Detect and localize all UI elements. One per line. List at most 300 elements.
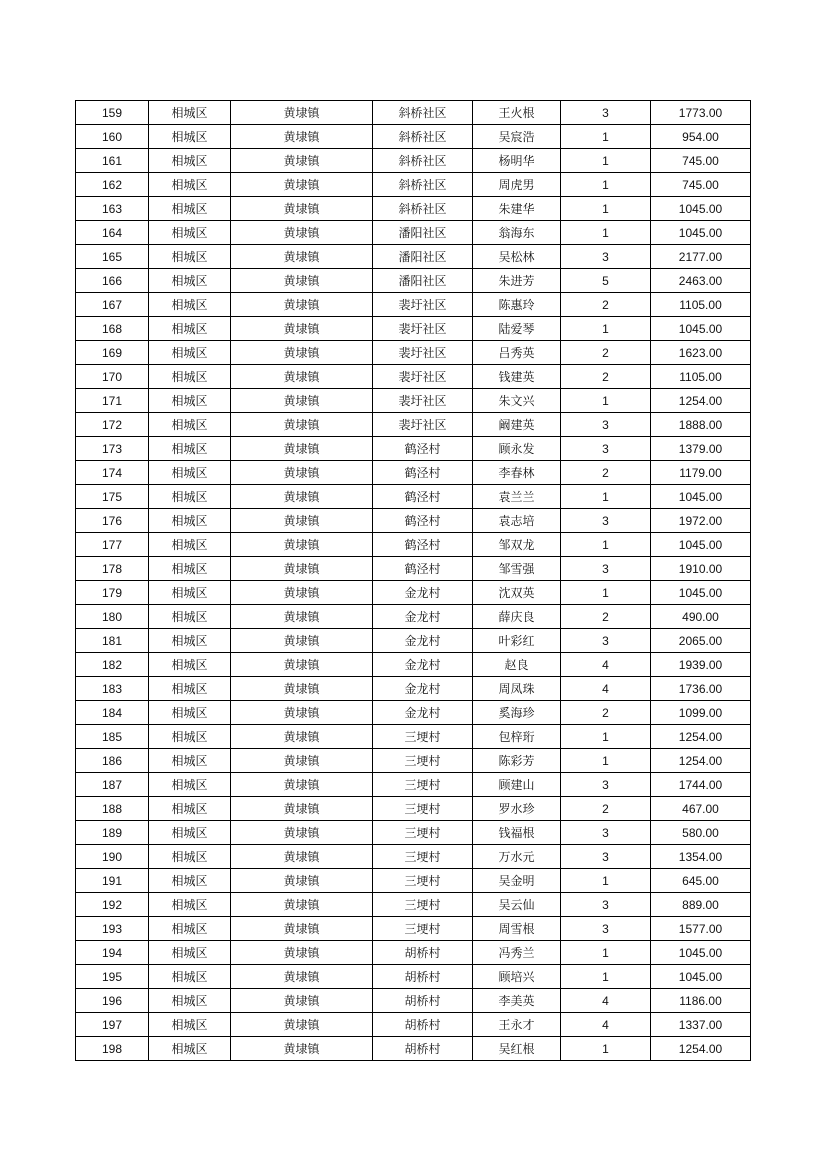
amount-cell: 1577.00 — [651, 917, 751, 941]
community-cell: 斜桥社区 — [373, 125, 473, 149]
district-cell: 相城区 — [149, 389, 231, 413]
row-number: 179 — [76, 581, 149, 605]
amount-cell: 1045.00 — [651, 221, 751, 245]
community-cell: 斜桥社区 — [373, 149, 473, 173]
name-cell: 顾培兴 — [473, 965, 561, 989]
district-cell: 相城区 — [149, 557, 231, 581]
district-cell: 相城区 — [149, 269, 231, 293]
amount-cell: 1939.00 — [651, 653, 751, 677]
district-cell: 相城区 — [149, 149, 231, 173]
town-cell: 黄埭镇 — [231, 629, 373, 653]
town-cell: 黄埭镇 — [231, 653, 373, 677]
amount-cell: 1254.00 — [651, 1037, 751, 1061]
row-number: 198 — [76, 1037, 149, 1061]
amount-cell: 1254.00 — [651, 749, 751, 773]
town-cell: 黄埭镇 — [231, 1037, 373, 1061]
name-cell: 翁海东 — [473, 221, 561, 245]
name-cell: 周凤珠 — [473, 677, 561, 701]
amount-cell: 1910.00 — [651, 557, 751, 581]
community-cell: 鹤泾村 — [373, 533, 473, 557]
town-cell: 黄埭镇 — [231, 317, 373, 341]
row-number: 175 — [76, 485, 149, 509]
community-cell: 裴圩社区 — [373, 413, 473, 437]
town-cell: 黄埭镇 — [231, 797, 373, 821]
household-count-cell: 2 — [561, 701, 651, 725]
town-cell: 黄埭镇 — [231, 101, 373, 125]
table-row — [76, 893, 751, 917]
district-cell: 相城区 — [149, 677, 231, 701]
town-cell: 黄埭镇 — [231, 173, 373, 197]
name-cell: 万水元 — [473, 845, 561, 869]
name-cell: 陈惠玲 — [473, 293, 561, 317]
table-row — [76, 845, 751, 869]
town-cell: 黄埭镇 — [231, 293, 373, 317]
row-number: 160 — [76, 125, 149, 149]
table-row — [76, 317, 751, 341]
community-cell: 金龙村 — [373, 677, 473, 701]
town-cell: 黄埭镇 — [231, 197, 373, 221]
district-cell: 相城区 — [149, 485, 231, 509]
town-cell: 黄埭镇 — [231, 989, 373, 1013]
amount-cell: 1045.00 — [651, 941, 751, 965]
name-cell: 吴金明 — [473, 869, 561, 893]
row-number: 196 — [76, 989, 149, 1013]
district-cell: 相城区 — [149, 797, 231, 821]
household-count-cell: 1 — [561, 317, 651, 341]
name-cell: 奚海珍 — [473, 701, 561, 725]
name-cell: 冯秀兰 — [473, 941, 561, 965]
community-cell: 三埂村 — [373, 773, 473, 797]
town-cell: 黄埭镇 — [231, 365, 373, 389]
household-count-cell: 1 — [561, 173, 651, 197]
town-cell: 黄埭镇 — [231, 341, 373, 365]
row-number: 159 — [76, 101, 149, 125]
table-row — [76, 149, 751, 173]
name-cell: 周虎男 — [473, 173, 561, 197]
row-number: 188 — [76, 797, 149, 821]
name-cell: 杨明华 — [473, 149, 561, 173]
community-cell: 胡桥村 — [373, 1013, 473, 1037]
table-row — [76, 629, 751, 653]
town-cell: 黄埭镇 — [231, 869, 373, 893]
household-count-cell: 4 — [561, 653, 651, 677]
row-number: 168 — [76, 317, 149, 341]
amount-cell: 889.00 — [651, 893, 751, 917]
amount-cell: 1186.00 — [651, 989, 751, 1013]
name-cell: 朱建华 — [473, 197, 561, 221]
household-count-cell: 1 — [561, 197, 651, 221]
household-count-cell: 3 — [561, 629, 651, 653]
community-cell: 三埂村 — [373, 893, 473, 917]
amount-cell: 1099.00 — [651, 701, 751, 725]
district-cell: 相城区 — [149, 893, 231, 917]
town-cell: 黄埭镇 — [231, 221, 373, 245]
amount-cell: 1045.00 — [651, 533, 751, 557]
town-cell: 黄埭镇 — [231, 1013, 373, 1037]
name-cell: 薛庆良 — [473, 605, 561, 629]
table-row — [76, 917, 751, 941]
table-row — [76, 221, 751, 245]
table-row — [76, 869, 751, 893]
district-cell: 相城区 — [149, 917, 231, 941]
community-cell: 三埂村 — [373, 749, 473, 773]
town-cell: 黄埭镇 — [231, 941, 373, 965]
community-cell: 裴圩社区 — [373, 365, 473, 389]
district-cell: 相城区 — [149, 101, 231, 125]
table-row — [76, 605, 751, 629]
community-cell: 三埂村 — [373, 845, 473, 869]
household-count-cell: 2 — [561, 293, 651, 317]
table-row — [76, 245, 751, 269]
amount-cell: 1623.00 — [651, 341, 751, 365]
amount-cell: 1045.00 — [651, 317, 751, 341]
name-cell: 包梓珩 — [473, 725, 561, 749]
table-row — [76, 485, 751, 509]
row-number: 189 — [76, 821, 149, 845]
household-count-cell: 4 — [561, 677, 651, 701]
table-row — [76, 941, 751, 965]
district-cell: 相城区 — [149, 701, 231, 725]
table-row — [76, 557, 751, 581]
community-cell: 潘阳社区 — [373, 221, 473, 245]
amount-cell: 1045.00 — [651, 965, 751, 989]
roster-body — [76, 101, 751, 1061]
community-cell: 胡桥村 — [373, 1037, 473, 1061]
amount-cell: 2065.00 — [651, 629, 751, 653]
town-cell: 黄埭镇 — [231, 557, 373, 581]
amount-cell: 645.00 — [651, 869, 751, 893]
name-cell: 罗水珍 — [473, 797, 561, 821]
table-row — [76, 173, 751, 197]
household-count-cell: 1 — [561, 221, 651, 245]
table-row — [76, 965, 751, 989]
amount-cell: 580.00 — [651, 821, 751, 845]
community-cell: 胡桥村 — [373, 965, 473, 989]
row-number: 162 — [76, 173, 149, 197]
household-count-cell: 2 — [561, 341, 651, 365]
community-cell: 裴圩社区 — [373, 389, 473, 413]
amount-cell: 1972.00 — [651, 509, 751, 533]
household-count-cell: 3 — [561, 509, 651, 533]
town-cell: 黄埭镇 — [231, 677, 373, 701]
row-number: 195 — [76, 965, 149, 989]
table-row — [76, 101, 751, 125]
community-cell: 裴圩社区 — [373, 317, 473, 341]
row-number: 173 — [76, 437, 149, 461]
community-cell: 金龙村 — [373, 701, 473, 725]
row-number: 192 — [76, 893, 149, 917]
row-number: 163 — [76, 197, 149, 221]
town-cell: 黄埭镇 — [231, 149, 373, 173]
row-number: 167 — [76, 293, 149, 317]
amount-cell: 1354.00 — [651, 845, 751, 869]
amount-cell: 1736.00 — [651, 677, 751, 701]
district-cell: 相城区 — [149, 1037, 231, 1061]
community-cell: 金龙村 — [373, 605, 473, 629]
row-number: 191 — [76, 869, 149, 893]
town-cell: 黄埭镇 — [231, 725, 373, 749]
name-cell: 袁志培 — [473, 509, 561, 533]
amount-cell: 490.00 — [651, 605, 751, 629]
table-row — [76, 1037, 751, 1061]
amount-cell: 1254.00 — [651, 725, 751, 749]
table-row — [76, 269, 751, 293]
town-cell: 黄埭镇 — [231, 245, 373, 269]
district-cell: 相城区 — [149, 173, 231, 197]
row-number: 190 — [76, 845, 149, 869]
household-count-cell: 4 — [561, 989, 651, 1013]
name-cell: 叶彩红 — [473, 629, 561, 653]
row-number: 164 — [76, 221, 149, 245]
community-cell: 鹤泾村 — [373, 557, 473, 581]
district-cell: 相城区 — [149, 749, 231, 773]
household-count-cell: 1 — [561, 749, 651, 773]
town-cell: 黄埭镇 — [231, 533, 373, 557]
name-cell: 邹双龙 — [473, 533, 561, 557]
community-cell: 斜桥社区 — [373, 173, 473, 197]
name-cell: 顾建山 — [473, 773, 561, 797]
table-row — [76, 725, 751, 749]
amount-cell: 745.00 — [651, 149, 751, 173]
row-number: 185 — [76, 725, 149, 749]
name-cell: 朱文兴 — [473, 389, 561, 413]
district-cell: 相城区 — [149, 869, 231, 893]
district-cell: 相城区 — [149, 197, 231, 221]
community-cell: 鹤泾村 — [373, 485, 473, 509]
amount-cell: 1773.00 — [651, 101, 751, 125]
table-row — [76, 581, 751, 605]
household-count-cell: 1 — [561, 965, 651, 989]
town-cell: 黄埭镇 — [231, 125, 373, 149]
household-count-cell: 1 — [561, 125, 651, 149]
name-cell: 阚建英 — [473, 413, 561, 437]
town-cell: 黄埭镇 — [231, 773, 373, 797]
name-cell: 吴宸浩 — [473, 125, 561, 149]
community-cell: 鹤泾村 — [373, 437, 473, 461]
amount-cell: 745.00 — [651, 173, 751, 197]
district-cell: 相城区 — [149, 245, 231, 269]
town-cell: 黄埭镇 — [231, 821, 373, 845]
town-cell: 黄埭镇 — [231, 413, 373, 437]
row-number: 174 — [76, 461, 149, 485]
household-count-cell: 2 — [561, 605, 651, 629]
amount-cell: 2177.00 — [651, 245, 751, 269]
household-count-cell: 1 — [561, 485, 651, 509]
amount-cell: 954.00 — [651, 125, 751, 149]
table-row — [76, 773, 751, 797]
name-cell: 李春林 — [473, 461, 561, 485]
amount-cell: 1045.00 — [651, 581, 751, 605]
town-cell: 黄埭镇 — [231, 917, 373, 941]
row-number: 177 — [76, 533, 149, 557]
name-cell: 赵良 — [473, 653, 561, 677]
community-cell: 鹤泾村 — [373, 509, 473, 533]
table-row — [76, 989, 751, 1013]
household-count-cell: 3 — [561, 845, 651, 869]
table-row — [76, 413, 751, 437]
row-number: 181 — [76, 629, 149, 653]
town-cell: 黄埭镇 — [231, 701, 373, 725]
district-cell: 相城区 — [149, 317, 231, 341]
community-cell: 金龙村 — [373, 629, 473, 653]
name-cell: 吴松林 — [473, 245, 561, 269]
household-count-cell: 3 — [561, 917, 651, 941]
household-count-cell: 1 — [561, 533, 651, 557]
district-cell: 相城区 — [149, 605, 231, 629]
amount-cell: 1888.00 — [651, 413, 751, 437]
amount-cell: 467.00 — [651, 797, 751, 821]
row-number: 197 — [76, 1013, 149, 1037]
household-count-cell: 1 — [561, 149, 651, 173]
district-cell: 相城区 — [149, 221, 231, 245]
district-cell: 相城区 — [149, 509, 231, 533]
name-cell: 王永才 — [473, 1013, 561, 1037]
household-count-cell: 1 — [561, 869, 651, 893]
community-cell: 三埂村 — [373, 821, 473, 845]
household-count-cell: 1 — [561, 941, 651, 965]
district-cell: 相城区 — [149, 653, 231, 677]
table-row — [76, 677, 751, 701]
household-count-cell: 3 — [561, 437, 651, 461]
row-number: 184 — [76, 701, 149, 725]
row-number: 180 — [76, 605, 149, 629]
name-cell: 袁兰兰 — [473, 485, 561, 509]
community-cell: 裴圩社区 — [373, 293, 473, 317]
district-cell: 相城区 — [149, 725, 231, 749]
roster-table — [75, 100, 751, 1061]
town-cell: 黄埭镇 — [231, 389, 373, 413]
household-count-cell: 2 — [561, 365, 651, 389]
town-cell: 黄埭镇 — [231, 509, 373, 533]
name-cell: 周雪根 — [473, 917, 561, 941]
name-cell: 吴红根 — [473, 1037, 561, 1061]
name-cell: 钱福根 — [473, 821, 561, 845]
amount-cell: 1179.00 — [651, 461, 751, 485]
household-count-cell: 3 — [561, 413, 651, 437]
table-row — [76, 341, 751, 365]
town-cell: 黄埭镇 — [231, 749, 373, 773]
household-count-cell: 2 — [561, 797, 651, 821]
name-cell: 吕秀英 — [473, 341, 561, 365]
name-cell: 沈双英 — [473, 581, 561, 605]
town-cell: 黄埭镇 — [231, 893, 373, 917]
table-row — [76, 1013, 751, 1037]
table-row — [76, 797, 751, 821]
district-cell: 相城区 — [149, 365, 231, 389]
district-cell: 相城区 — [149, 581, 231, 605]
table-row — [76, 389, 751, 413]
row-number: 194 — [76, 941, 149, 965]
table-row — [76, 125, 751, 149]
table-row — [76, 365, 751, 389]
row-number: 161 — [76, 149, 149, 173]
amount-cell: 2463.00 — [651, 269, 751, 293]
district-cell: 相城区 — [149, 293, 231, 317]
table-row — [76, 701, 751, 725]
table-row — [76, 821, 751, 845]
household-count-cell: 5 — [561, 269, 651, 293]
district-cell: 相城区 — [149, 941, 231, 965]
community-cell: 金龙村 — [373, 581, 473, 605]
community-cell: 胡桥村 — [373, 989, 473, 1013]
district-cell: 相城区 — [149, 629, 231, 653]
district-cell: 相城区 — [149, 845, 231, 869]
name-cell: 陆爱琴 — [473, 317, 561, 341]
household-count-cell: 1 — [561, 725, 651, 749]
row-number: 170 — [76, 365, 149, 389]
name-cell: 陈彩芳 — [473, 749, 561, 773]
amount-cell: 1744.00 — [651, 773, 751, 797]
community-cell: 鹤泾村 — [373, 461, 473, 485]
household-count-cell: 3 — [561, 773, 651, 797]
community-cell: 胡桥村 — [373, 941, 473, 965]
row-number: 183 — [76, 677, 149, 701]
town-cell: 黄埭镇 — [231, 269, 373, 293]
town-cell: 黄埭镇 — [231, 845, 373, 869]
table-row — [76, 653, 751, 677]
table-row — [76, 197, 751, 221]
row-number: 176 — [76, 509, 149, 533]
household-count-cell: 3 — [561, 101, 651, 125]
row-number: 166 — [76, 269, 149, 293]
name-cell: 邹雪强 — [473, 557, 561, 581]
community-cell: 三埂村 — [373, 917, 473, 941]
household-count-cell: 3 — [561, 557, 651, 581]
district-cell: 相城区 — [149, 1013, 231, 1037]
town-cell: 黄埭镇 — [231, 461, 373, 485]
household-count-cell: 1 — [561, 581, 651, 605]
district-cell: 相城区 — [149, 965, 231, 989]
table-row — [76, 461, 751, 485]
amount-cell: 1105.00 — [651, 365, 751, 389]
district-cell: 相城区 — [149, 821, 231, 845]
row-number: 187 — [76, 773, 149, 797]
community-cell: 裴圩社区 — [373, 341, 473, 365]
community-cell: 三埂村 — [373, 725, 473, 749]
district-cell: 相城区 — [149, 533, 231, 557]
community-cell: 金龙村 — [373, 653, 473, 677]
name-cell: 钱建英 — [473, 365, 561, 389]
household-count-cell: 3 — [561, 821, 651, 845]
name-cell: 朱进芳 — [473, 269, 561, 293]
row-number: 193 — [76, 917, 149, 941]
table-row — [76, 749, 751, 773]
row-number: 186 — [76, 749, 149, 773]
household-count-cell: 1 — [561, 389, 651, 413]
district-cell: 相城区 — [149, 413, 231, 437]
household-count-cell: 2 — [561, 461, 651, 485]
district-cell: 相城区 — [149, 341, 231, 365]
table-row — [76, 437, 751, 461]
amount-cell: 1045.00 — [651, 485, 751, 509]
amount-cell: 1337.00 — [651, 1013, 751, 1037]
amount-cell: 1045.00 — [651, 197, 751, 221]
district-cell: 相城区 — [149, 437, 231, 461]
town-cell: 黄埭镇 — [231, 485, 373, 509]
community-cell: 斜桥社区 — [373, 197, 473, 221]
row-number: 171 — [76, 389, 149, 413]
name-cell: 顾永发 — [473, 437, 561, 461]
town-cell: 黄埭镇 — [231, 965, 373, 989]
district-cell: 相城区 — [149, 125, 231, 149]
name-cell: 李美英 — [473, 989, 561, 1013]
table-row — [76, 293, 751, 317]
community-cell: 潘阳社区 — [373, 245, 473, 269]
row-number: 182 — [76, 653, 149, 677]
community-cell: 潘阳社区 — [373, 269, 473, 293]
household-count-cell: 3 — [561, 245, 651, 269]
amount-cell: 1254.00 — [651, 389, 751, 413]
